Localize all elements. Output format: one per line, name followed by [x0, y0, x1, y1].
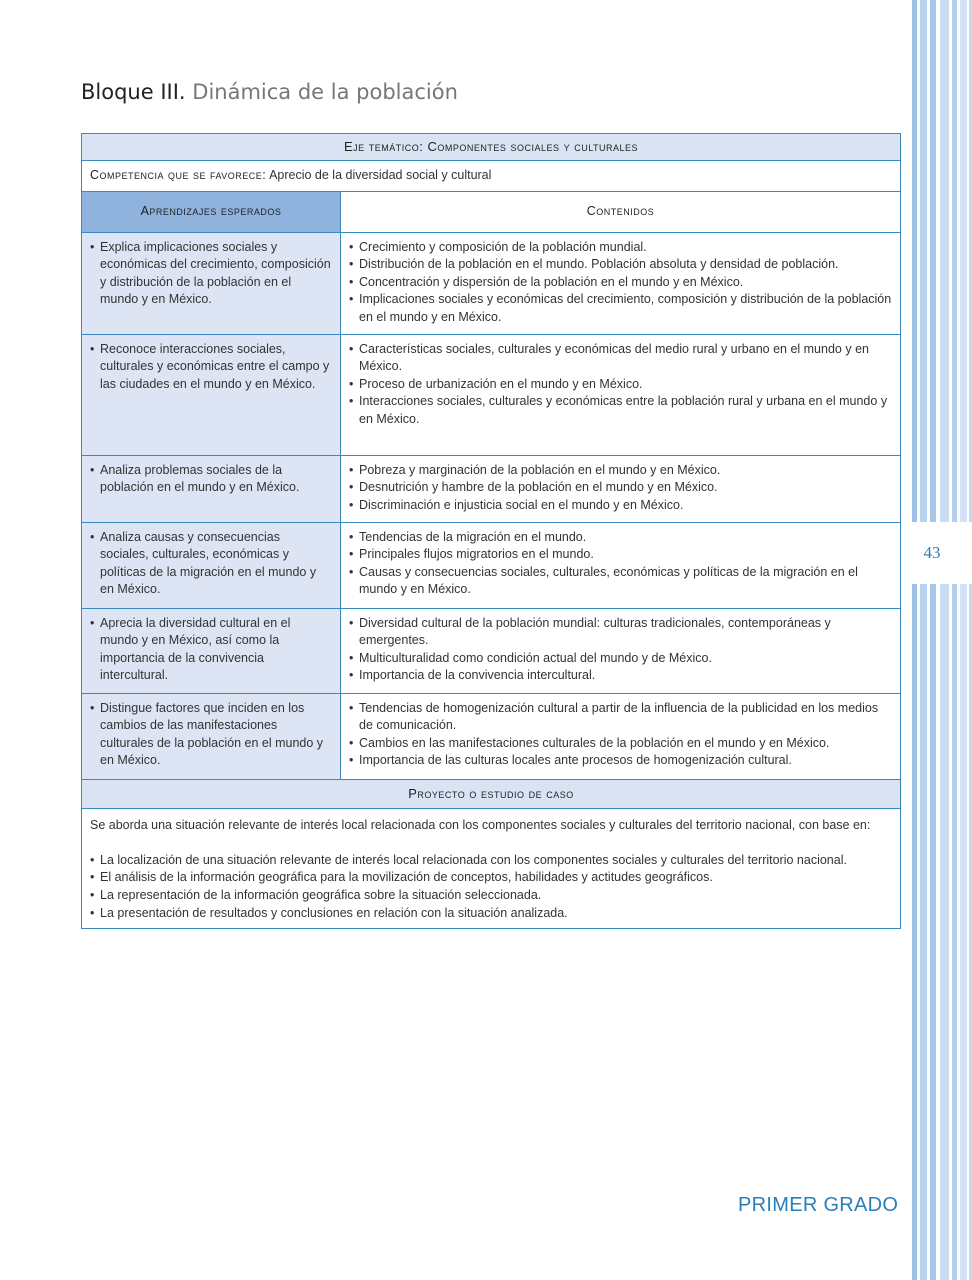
proyecto-header: Proyecto o estudio de caso — [82, 779, 901, 808]
list-item: • Tendencias de la migración en el mundo. — [349, 529, 892, 547]
list-item: • Distribución de la población en el mundo. Población absoluta y densidad de población. — [349, 256, 892, 274]
list-item: • El análisis de la información geográfica para la movilización de conceptos, habilidades y actitudes geográficos. — [90, 869, 892, 887]
list-item: • Pobreza y marginación de la población en el mundo y en México. — [349, 462, 892, 480]
aprendizaje-cell — [82, 455, 341, 522]
aprendizaje-cell — [82, 334, 341, 455]
list-item: • Principales flujos migratorios en el mundo. — [349, 546, 892, 564]
contenidos-list — [349, 529, 892, 599]
list-item: • Importancia de la convivencia intercultural. — [349, 667, 892, 685]
list-item: • Proceso de urbanización en el mundo y en México. — [349, 376, 892, 394]
aprendizaje-list — [90, 239, 332, 309]
aprendizaje-cell — [82, 522, 341, 608]
list-item: • Diversidad cultural de la población mundial: culturas tradicionales, contemporáneas y emergentes. — [349, 615, 892, 650]
aprendizaje-list — [90, 529, 332, 599]
contenidos-list — [349, 462, 892, 515]
eje-tematico-header: Eje temático: Componentes sociales y culturales — [82, 134, 901, 161]
competencia-value: Aprecio de la diversidad social y cultural — [269, 168, 492, 182]
page-number: 43 — [912, 543, 952, 565]
table-row — [82, 455, 901, 522]
table-row — [82, 232, 901, 334]
list-item: • Analiza problemas sociales de la población en el mundo y en México. — [90, 462, 332, 497]
table-row — [82, 522, 901, 608]
aprendizaje-list — [90, 462, 332, 497]
proyecto-list — [90, 852, 892, 922]
list-item: • Implicaciones sociales y económicas del crecimiento, composición y distribución de la población en el mundo y en México. — [349, 291, 892, 326]
margin-stripes — [912, 0, 972, 1280]
proyecto-body — [82, 808, 901, 929]
list-item: • La representación de la información geográfica sobre la situación seleccionada. — [90, 887, 892, 905]
list-item: • Reconoce interacciones sociales, culturales y económicas entre el campo y las ciudades en el mundo y en México. — [90, 341, 332, 394]
list-item: • Concentración y dispersión de la población en el mundo y en México. — [349, 274, 892, 292]
aprendizaje-list — [90, 615, 332, 685]
contenidos-cell — [341, 455, 901, 522]
contenidos-cell — [341, 334, 901, 455]
aprendizaje-cell — [82, 608, 341, 693]
contenidos-list — [349, 341, 892, 429]
contenidos-cell — [341, 608, 901, 693]
contenidos-cell — [341, 522, 901, 608]
content-table — [81, 133, 901, 929]
contenidos-list — [349, 239, 892, 327]
list-item: • Explica implicaciones sociales y económicas del crecimiento, composición y distribución de la población en el mundo y en México. — [90, 239, 332, 309]
list-item: • Importancia de las culturas locales ante procesos de homogenización cultural. — [349, 752, 892, 770]
aprendizajes-header: Aprendizajes esperados — [82, 191, 341, 232]
aprendizaje-list — [90, 700, 332, 770]
competencia-label: Competencia que se favorece: — [90, 168, 267, 182]
aprendizaje-cell — [82, 693, 341, 779]
list-item: • Aprecia la diversidad cultural en el mundo y en México, así como la importancia de la convivencia intercultural. — [90, 615, 332, 685]
table-row — [82, 693, 901, 779]
aprendizaje-cell — [82, 232, 341, 334]
aprendizaje-list — [90, 341, 332, 394]
list-item: • Desnutrición y hambre de la población en el mundo y en México. — [349, 479, 892, 497]
contenidos-cell — [341, 232, 901, 334]
list-item: • La presentación de resultados y conclusiones en relación con la situación analizada. — [90, 905, 892, 923]
list-item: • La localización de una situación relevante de interés local relacionada con los componentes sociales y culturales del territorio nacional. — [90, 852, 892, 870]
list-item: • Discriminación e injusticia social en el mundo y en México. — [349, 497, 892, 515]
list-item: • Tendencias de homogenización cultural a partir de la influencia de la publicidad en los medios de comunicación. — [349, 700, 892, 735]
contenidos-cell — [341, 693, 901, 779]
list-item: • Crecimiento y composición de la población mundial. — [349, 239, 892, 257]
bloque-label: Bloque III. — [81, 80, 186, 104]
page-title — [81, 80, 458, 104]
list-item: • Causas y consecuencias sociales, culturales, económicas y políticas de la migración en el mundo y en México. — [349, 564, 892, 599]
contenidos-list — [349, 615, 892, 685]
list-item: • Analiza causas y consecuencias sociales, culturales, económicas y políticas de la migración en el mundo y en México. — [90, 529, 332, 599]
bloque-subtitle: Dinámica de la población — [192, 80, 458, 104]
list-item: • Cambios en las manifestaciones culturales de la población en el mundo y en México. — [349, 735, 892, 753]
contenidos-list — [349, 700, 892, 770]
list-item: • Distingue factores que inciden en los cambios de las manifestaciones culturales de la población en el mundo y en México. — [90, 700, 332, 770]
contenidos-header: Contenidos — [341, 191, 901, 232]
grade-footer: PRIMER GRADO — [738, 1194, 899, 1216]
list-item: • Interacciones sociales, culturales y económicas entre la población rural y urbana en el mundo y en México. — [349, 393, 892, 428]
list-item: • Características sociales, culturales y económicas del medio rural y urbano en el mundo y en México. — [349, 341, 892, 376]
proyecto-intro: Se aborda una situación relevante de interés local relacionada con los componentes sociales y culturales del territorio nacional, con base en: — [90, 817, 871, 832]
competencia-row — [82, 161, 901, 192]
table-row — [82, 334, 901, 455]
list-item: • Multiculturalidad como condición actual del mundo y de México. — [349, 650, 892, 668]
table-row — [82, 608, 901, 693]
